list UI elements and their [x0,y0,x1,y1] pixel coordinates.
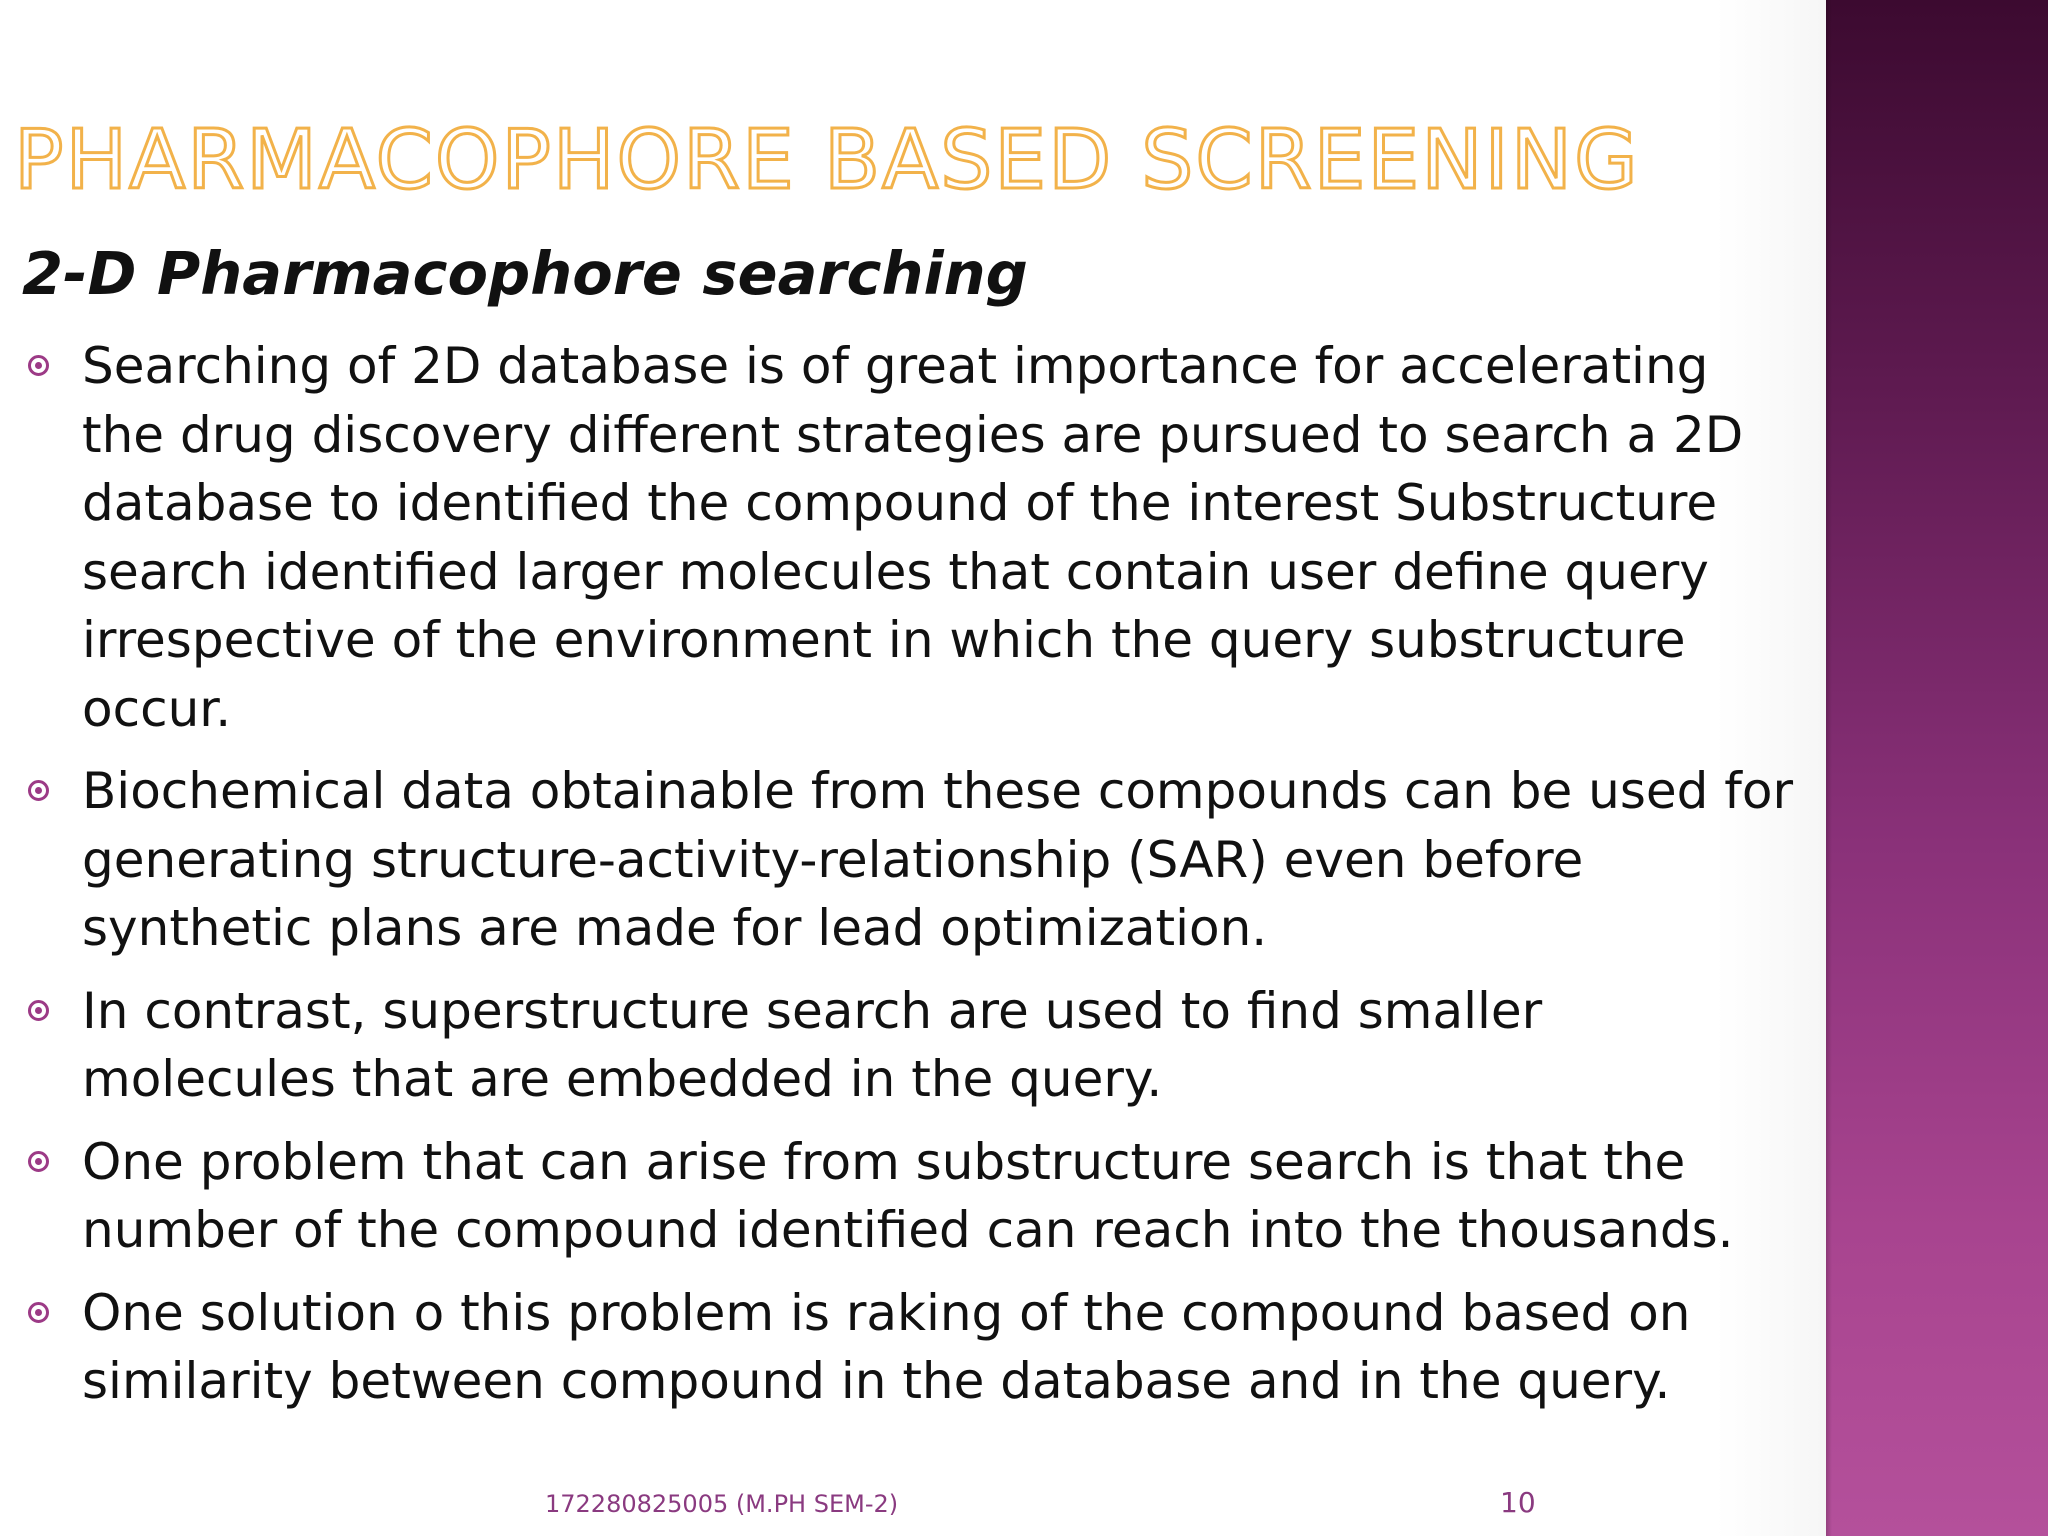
bullet-item [20,977,1800,1114]
bullet-text: Biochemical data obtainable from these compounds can be used for generating structure-activity-relationship (SAR) even before synthetic plans are made for lead optimization. [82,762,1794,957]
slide-footer: 172280825005 (M.PH SEM-2) [545,1490,899,1518]
bullet-item [20,1128,1800,1265]
circled-dot-icon [28,1000,49,1021]
bullet-text: Searching of 2D database is of great importance for accelerating the drug discovery different strategies are pursued to search a 2D database to identified the compound of the interest Substructure search identified larger molecules that contain user define query irrespective of the environment in which the query substructure occur. [82,337,1744,738]
circled-dot-icon [28,1151,49,1172]
circled-dot-icon [28,780,49,801]
bullet-item [20,757,1800,963]
page-number: 10 [1500,1486,1536,1519]
decorative-side-band [1826,0,2048,1536]
bullet-list [20,332,1800,1430]
bullet-item [20,332,1800,743]
circled-dot-icon [28,355,49,376]
slide-subtitle: 2-D Pharmacophore searching [22,239,1028,308]
slide-title: PHARMACOPHORE BASED SCREENING [14,113,1640,208]
bullet-text: One solution o this problem is raking of the compound based on similarity between compound in the database and in the query. [82,1283,1691,1410]
bullet-text: In contrast, superstructure search are used to find smaller molecules that are embedded in the query. [82,981,1543,1108]
bullet-text: One problem that can arise from substructure search is that the number of the compound identified can reach into the thousands. [82,1132,1734,1259]
bullet-item [20,1279,1800,1416]
circled-dot-icon [28,1302,49,1323]
side-band-shadow [1826,0,1832,1536]
